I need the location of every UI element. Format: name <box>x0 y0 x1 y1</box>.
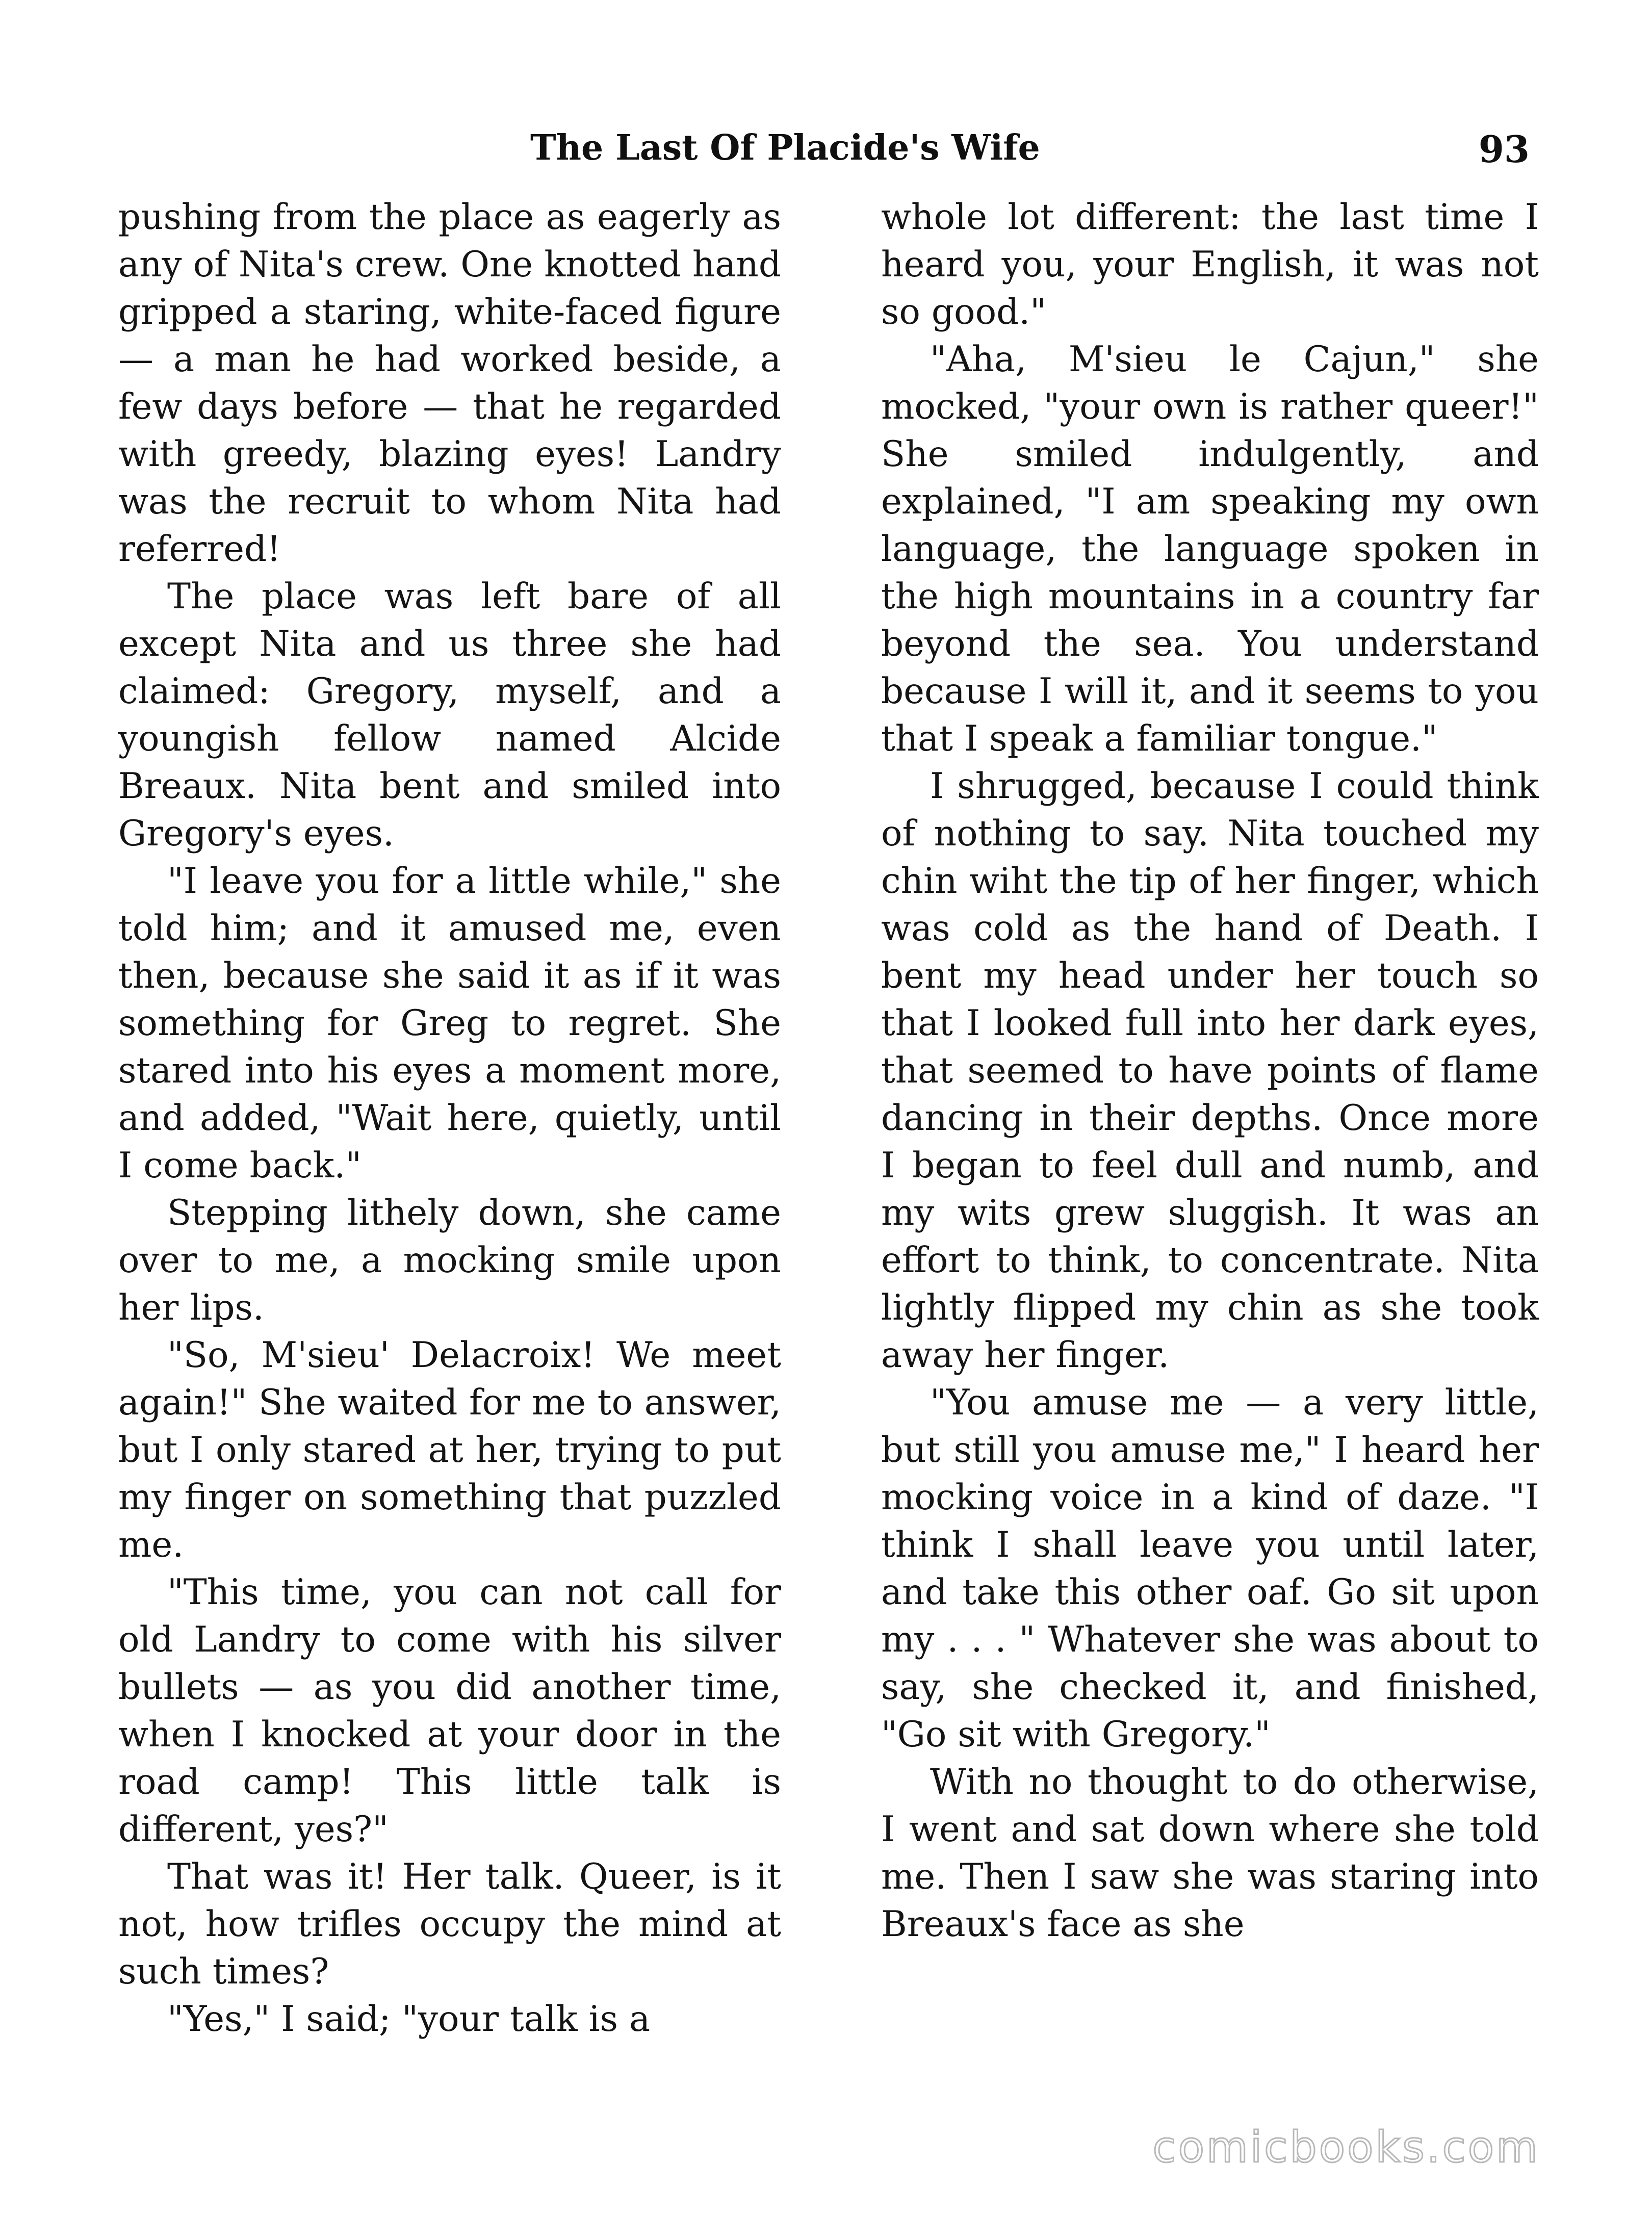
paragraph: "Yes," I said; "your talk is a <box>167 1999 651 2040</box>
paragraph: That was it! Her talk. Queer, is it not, how trifles occupy the mind at such times? <box>118 1856 781 1992</box>
paragraph: With no thought to do otherwise, I went and sat down where she told me. Then I saw she was staring into Breaux's face as she <box>881 1762 1539 1945</box>
running-title: The Last Of Placide's Wife <box>530 127 1040 168</box>
paragraph: "I leave you for a little while," she told him; and it amused me, even then, because she said it as if it was something for Greg to regret. She stared into his eyes a moment more, and added, "Wait here, quietly, until I come back." <box>118 861 781 1186</box>
page-header <box>530 127 1530 184</box>
paragraph: I shrugged, because I could think of nothing to say. Nita touched my chin wiht the tip of her finger, which was cold as the hand of Death. I bent my head under her touch so that I looked full into her dark eyes, that seemed to have points of flame dancing in their depths. Once more I began to feel dull and numb, and my wits grew sluggish. It was an effort to think, to concentrate. Nita lightly flipped my chin as she took away her finger. <box>881 766 1539 1376</box>
paragraph: "Aha, M'sieu le Cajun," she mocked, "your own is rather queer!" She smiled indulgently, and explained, "I am speaking my own language, the language spoken in the high mountains in a country far beyond the sea. You understand because I will it, and it seems to you that I speak a familiar tongue." <box>881 339 1539 759</box>
watermark: comicbooks.com <box>1152 2122 1540 2172</box>
paragraph: Stepping lithely down, she came over to me, a mocking smile upon her lips. <box>118 1193 781 1328</box>
paragraph: The place was left bare of all except Nita and us three she had claimed: Gregory, myself, and a youngish fellow named Alcide Breaux. Nita bent and smiled into Gregory's eyes. <box>118 576 781 854</box>
paragraph: "You amuse me — a very little, but still you amuse me," I heard her mocking voice in a kind of daze. "I think I shall leave you until later, and take this other oaf. Go sit upon my . . . " Whatever she was about to say, she checked it, and finished, "Go sit with Gregory." <box>881 1382 1539 1755</box>
paragraph: whole lot different: the last time I heard you, your English, it was not so good." <box>881 197 1539 332</box>
paragraph: "This time, you can not call for old Landry to come with his silver bullets — as you did another time, when I knocked at your door in the road camp! This little talk is different, yes?" <box>118 1572 781 1850</box>
left-column <box>118 194 781 2091</box>
paragraph: pushing from the place as eagerly as any of Nita's crew. One knotted hand gripped a staring, white-faced figure — a man he had worked beside, a few days before — that he regarded with greedy, blazing eyes! Landry was the recruit to whom Nita had referred! <box>118 197 781 570</box>
paragraph: "So, M'sieu' Delacroix! We meet again!" She waited for me to answer, but I only stared at her, trying to put my finger on something that puzzled me. <box>118 1335 781 1565</box>
right-column <box>881 194 1539 2091</box>
page-number: 93 <box>1478 127 1530 171</box>
